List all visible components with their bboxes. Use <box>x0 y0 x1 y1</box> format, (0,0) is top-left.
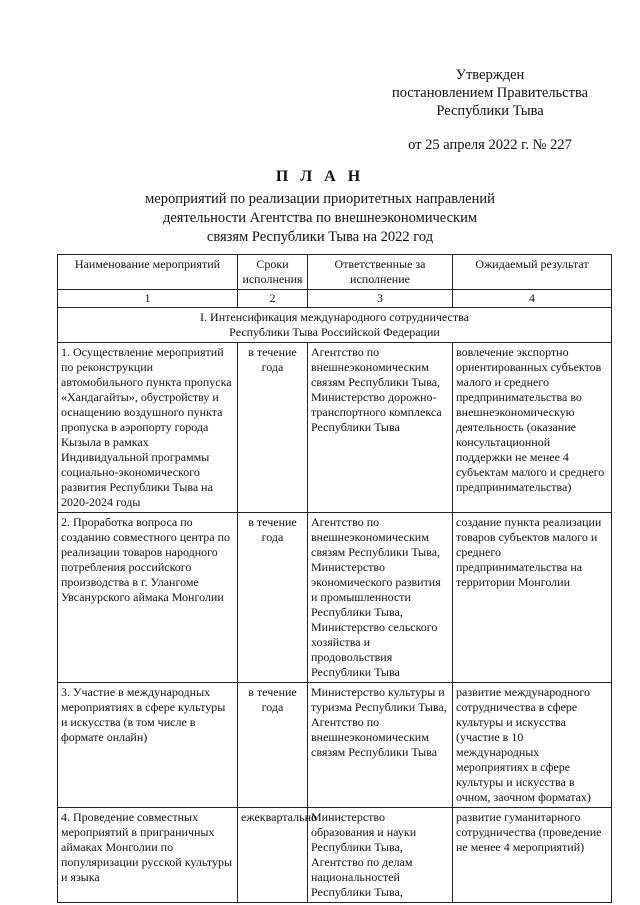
document-subtitle <box>100 190 540 247</box>
approval-line-1: Утвержден <box>455 67 525 83</box>
row-result: развитие гуманитарного сотрудничества (проведение не менее 4 мероприятий) <box>453 808 612 903</box>
approval-line-2: постановлением Правительства <box>391 85 589 101</box>
table-row <box>58 343 612 513</box>
row-name: 4. Проведение совместных мероприятий в приграничных аймаках Монголии по популяризации русской культуры и языка <box>58 808 238 903</box>
row-term: в течение года <box>238 513 308 683</box>
row-term: в течение года <box>238 683 308 808</box>
row-term: в течение года <box>238 343 308 513</box>
approval-line-3: Республики Тыва <box>436 103 544 119</box>
section-heading <box>58 308 612 343</box>
row-result: вовлечение экспортно ориентированных субъектов малого и среднего предпринимательства во внешнеэкономическую деятельность (оказание консультационной поддержки не менее 4 субъектам малого и среднего предпринимательства) <box>453 343 612 513</box>
row-name: 2. Проработка вопроса по созданию совместного центра по реализации товаров народного потребления российского производства в г. Улангоме Увсанурского аймака Монголии <box>58 513 238 683</box>
row-responsible: Агентство по внешнеэкономическим связям Республики Тыва, Министерство дорожно-транспортного комплекса Республики Тыва <box>308 343 453 513</box>
approval-date: от 25 апреля 2022 г. № 227 <box>408 137 572 153</box>
plan-table <box>57 254 612 903</box>
section-heading-line-1: I. Интенсификация международного сотрудничества <box>200 310 469 324</box>
header-responsible: Ответственные за исполнение <box>308 255 453 290</box>
section-heading-line-2: Республики Тыва Российской Федерации <box>229 325 440 339</box>
row-result: развитие международного сотрудничества в сфере культуры и искусства (участие в 10 международных мероприятиях в сфере культуры и искусства в очном, заочном форматах) <box>453 683 612 808</box>
header-name: Наименование мероприятий <box>58 255 238 290</box>
table-header-row <box>58 255 612 290</box>
column-number: 2 <box>238 290 308 308</box>
subtitle-line-3: связям Республики Тыва на 2022 год <box>206 229 434 245</box>
row-name: 3. Участие в международных мероприятиях в сфере культуры и искусства (в том числе в формате онлайн) <box>58 683 238 808</box>
subtitle-line-2: деятельности Агентства по внешнеэкономическим <box>162 210 478 226</box>
header-term: Сроки исполнения <box>238 255 308 290</box>
subtitle-line-1: мероприятий по реализации приоритетных направлений <box>145 191 495 207</box>
column-number: 4 <box>453 290 612 308</box>
row-result: создание пункта реализации товаров субъектов малого и среднего предпринимательства на территории Монголии <box>453 513 612 683</box>
approval-stamp <box>360 66 620 154</box>
row-responsible: Министерство культуры и туризма Республики Тыва, Агентство по внешнеэкономическим связям Республики Тыва <box>308 683 453 808</box>
section-heading-row <box>58 308 612 343</box>
header-result: Ожидаемый результат <box>453 255 612 290</box>
table-row <box>58 513 612 683</box>
column-number-row <box>58 290 612 308</box>
table-row <box>58 808 612 903</box>
row-responsible: Агентство по внешнеэкономическим связям Республики Тыва, Министерство экономического развития и промышленности Республики Тыва, Министерство сельского хозяйства и продовольствия Республики Тыва <box>308 513 453 683</box>
column-number: 1 <box>58 290 238 308</box>
column-number: 3 <box>308 290 453 308</box>
table-row <box>58 683 612 808</box>
row-name: 1. Осуществление мероприятий по реконструкции автомобильного пункта пропуска «Хандагайты», обустройству и оснащению воздушного пункта пропуска в аэропорту города Кызыла в рамках Индивидуальной программы социально-экономического развития Республики Тыва на 2020-2024 годы <box>58 343 238 513</box>
row-responsible: Министерство образования и науки Республики Тыва, Агентство по делам национальностей Республики Тыва, <box>308 808 453 903</box>
row-term: ежеквартально <box>238 808 308 903</box>
document-title: П Л А Н <box>275 168 365 185</box>
